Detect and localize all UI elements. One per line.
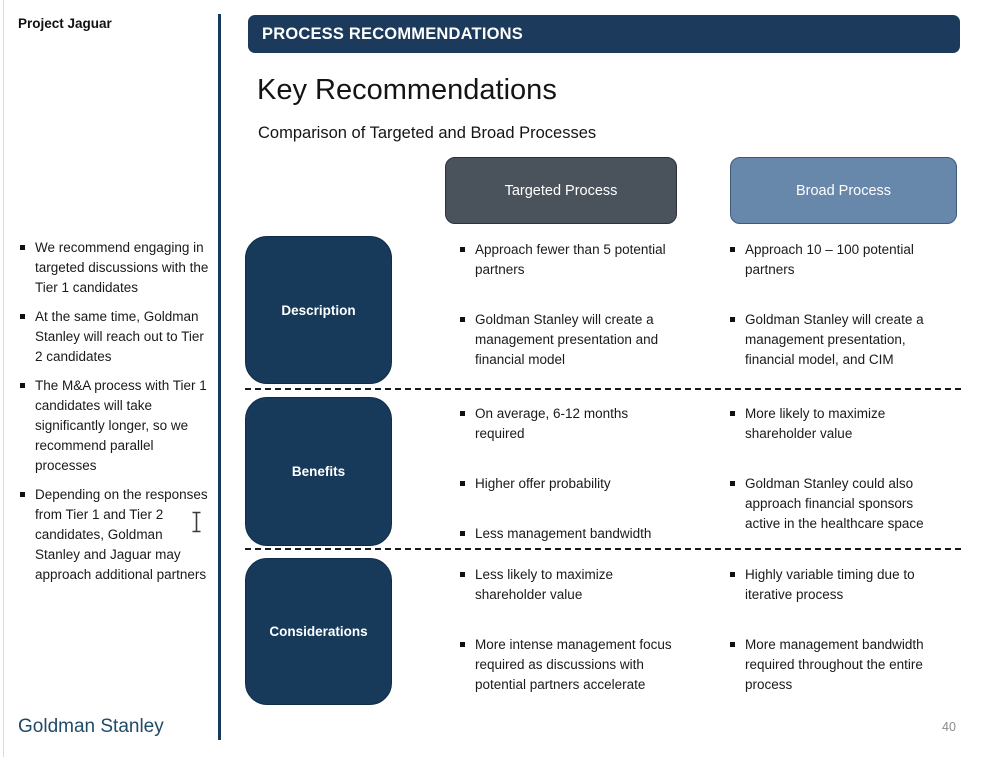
square-bullet-icon xyxy=(20,492,25,497)
cell-description-targeted xyxy=(460,240,678,400)
bullet-item xyxy=(20,485,212,585)
bullet-text: Goldman Stanley could also approach financial sponsors active in the healthcare space xyxy=(745,476,924,531)
bullet-text: Less likely to maximize shareholder value xyxy=(475,567,614,602)
bullet-text: More likely to maximize shareholder value xyxy=(745,406,886,441)
bullet-text: More management bandwidth required throughout the entire process xyxy=(745,637,924,692)
column-header-targeted-label: Targeted Process xyxy=(504,182,618,199)
square-bullet-icon xyxy=(460,642,465,647)
bullet-item xyxy=(730,404,952,444)
bullet-text: Highly variable timing due to iterative process xyxy=(745,567,915,602)
bullet-item xyxy=(20,307,212,367)
column-header-broad-label: Broad Process xyxy=(795,182,892,199)
page-title: Key Recommendations xyxy=(257,74,557,106)
bullet-text: Higher offer probability xyxy=(475,476,611,491)
bullet-text: Goldman Stanley will create a management presentation, financial model, and CIM xyxy=(745,312,924,367)
row-label-description-text: Description xyxy=(281,302,356,318)
bullet-text: On average, 6-12 months required xyxy=(475,406,629,441)
row-label-benefits-text: Benefits xyxy=(291,464,346,479)
bullet-item xyxy=(460,635,678,695)
square-bullet-icon xyxy=(730,317,735,322)
bullet-text: We recommend engaging in targeted discussions with the Tier 1 candidates xyxy=(35,240,209,295)
bullet-item xyxy=(730,565,952,605)
bullet-text: The M&A process with Tier 1 candidates will take significantly longer, so we recommend parallel processes xyxy=(35,378,207,473)
column-header-broad xyxy=(730,157,957,224)
vertical-divider xyxy=(218,14,221,740)
bullet-text: Goldman Stanley will create a management presentation and financial model xyxy=(475,312,659,367)
section-banner xyxy=(248,15,960,53)
bullet-item xyxy=(730,635,952,695)
square-bullet-icon xyxy=(460,411,465,416)
bullet-text: Depending on the responses from Tier 1 and Tier 2 candidates, Goldman Stanley and Jaguar may approach additional partners xyxy=(35,487,208,582)
cell-description-broad xyxy=(730,240,952,400)
row-label-description xyxy=(245,236,392,384)
bullet-item xyxy=(730,310,952,370)
footer-brand: Goldman Stanley xyxy=(18,716,164,737)
square-bullet-icon xyxy=(20,245,25,250)
bullet-item xyxy=(460,474,678,494)
bullet-text: More intense management focus required as discussions with potential partners accelerate xyxy=(475,637,672,692)
page-subtitle: Comparison of Targeted and Broad Processes xyxy=(258,124,597,142)
window-edge-line xyxy=(3,0,4,757)
bullet-item xyxy=(20,376,212,476)
bullet-item xyxy=(730,474,952,534)
row-label-considerations-text: Considerations xyxy=(269,624,368,639)
project-label: Project Jaguar xyxy=(18,16,112,31)
cell-benefits-targeted xyxy=(460,404,678,574)
cell-considerations-broad xyxy=(730,565,952,725)
bullet-text: Approach fewer than 5 potential partners xyxy=(475,242,666,277)
bullet-text: Less management bandwidth xyxy=(475,526,652,541)
bullet-item xyxy=(460,310,678,370)
square-bullet-icon xyxy=(460,572,465,577)
sidebar-commentary xyxy=(20,238,212,594)
bullet-item xyxy=(730,240,952,280)
square-bullet-icon xyxy=(20,383,25,388)
square-bullet-icon xyxy=(460,481,465,486)
square-bullet-icon xyxy=(730,411,735,416)
square-bullet-icon xyxy=(20,314,25,319)
square-bullet-icon xyxy=(460,317,465,322)
text-cursor-icon xyxy=(190,511,203,533)
bullet-item xyxy=(460,240,678,280)
bullet-item xyxy=(460,404,678,444)
row-label-considerations xyxy=(245,558,392,705)
row-label-benefits xyxy=(245,397,392,546)
square-bullet-icon xyxy=(730,572,735,577)
bullet-text: Approach 10 – 100 potential partners xyxy=(745,242,914,277)
square-bullet-icon xyxy=(730,481,735,486)
square-bullet-icon xyxy=(460,247,465,252)
square-bullet-icon xyxy=(730,642,735,647)
cell-considerations-targeted xyxy=(460,565,678,725)
cell-benefits-broad xyxy=(730,404,952,564)
square-bullet-icon xyxy=(730,247,735,252)
section-banner-title: PROCESS RECOMMENDATIONS xyxy=(262,24,523,43)
bullet-item xyxy=(460,524,678,544)
bullet-item xyxy=(20,238,212,298)
square-bullet-icon xyxy=(460,531,465,536)
bullet-text: At the same time, Goldman Stanley will reach out to Tier 2 candidates xyxy=(35,309,204,364)
page-number: 40 xyxy=(942,720,956,734)
bullet-item xyxy=(460,565,678,605)
column-header-targeted xyxy=(445,157,677,224)
